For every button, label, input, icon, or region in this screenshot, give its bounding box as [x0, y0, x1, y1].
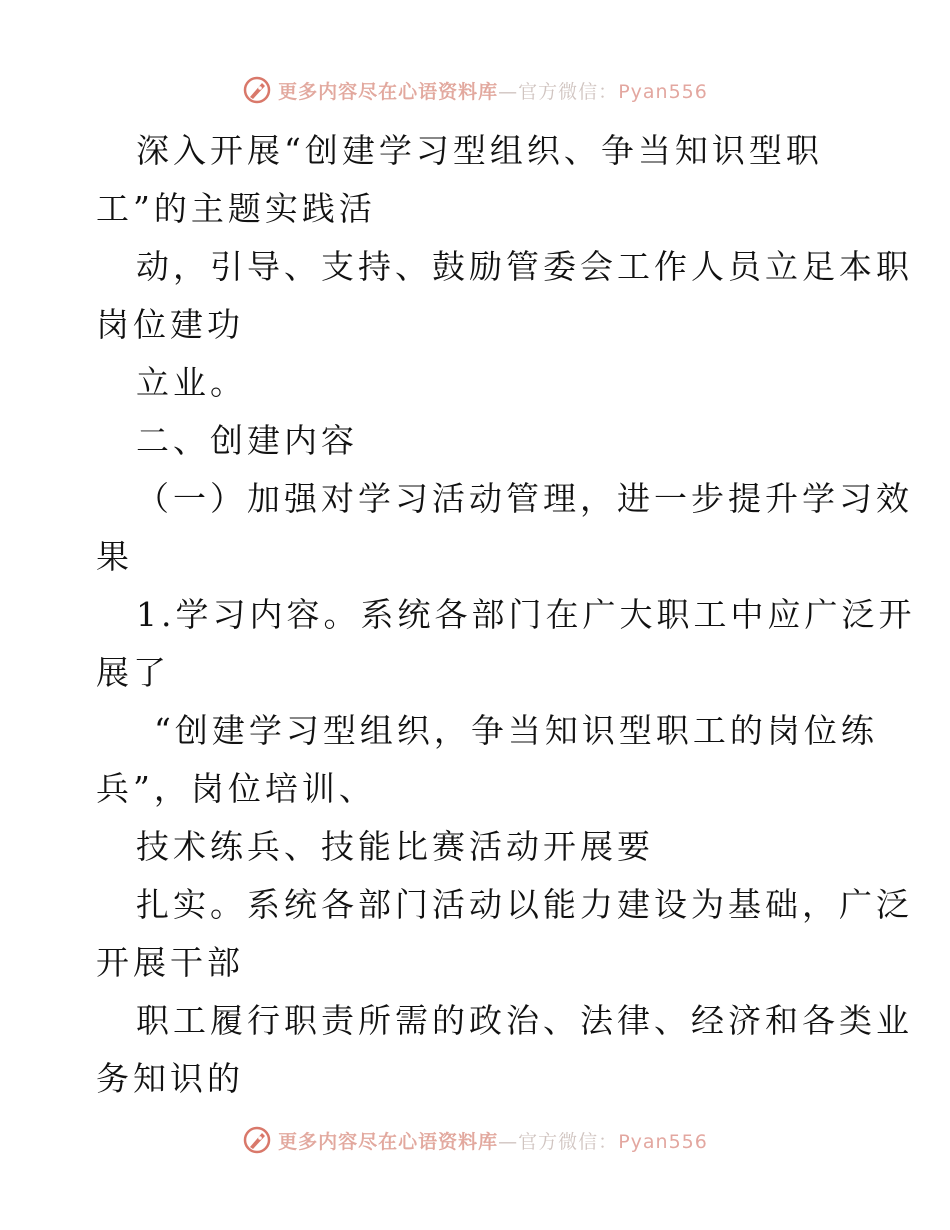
- watermark-wechat-id: Pyan556: [618, 80, 708, 103]
- paragraph-line: 技术练兵、技能比赛活动开展要: [136, 827, 654, 866]
- paragraph-line: 动，引导、支持、鼓励管委会工作人员立足本职: [136, 247, 913, 286]
- paragraph-line: 扎实。系统各部门活动以能力建设为基础，广泛: [136, 885, 913, 924]
- section-heading: 二、创建内容: [136, 421, 358, 460]
- watermark-text: [278, 1127, 708, 1154]
- subsection-heading: （一）加强对学习活动管理，进一步提升学习效: [136, 479, 913, 518]
- paragraph-line: 兵”，岗位培训、: [96, 769, 376, 808]
- paragraph-line: 岗位建功: [96, 305, 244, 344]
- paragraph-line: 1.学习内容。系统各部门在广大职工中应广泛开: [136, 595, 916, 634]
- paragraph-line: 务知识的: [96, 1059, 244, 1098]
- header-watermark: [0, 70, 950, 110]
- paragraph-line: 展了: [96, 653, 170, 692]
- subsection-heading-cont: 果: [96, 537, 133, 576]
- paragraph-line: 开展干部: [96, 943, 244, 982]
- paragraph-line: 立业。: [136, 363, 247, 402]
- paragraph-line: 深入开展“创建学习型组织、争当知识型职: [136, 131, 823, 170]
- watermark-text: [278, 77, 708, 104]
- watermark-site-name: 更多内容尽在心语资料库: [278, 80, 499, 103]
- watermark-site-name: 更多内容尽在心语资料库: [278, 1130, 499, 1153]
- document-body: [96, 122, 916, 1108]
- pen-nib-logo-icon: [242, 1125, 272, 1155]
- footer-watermark: [0, 1120, 950, 1160]
- watermark-wechat-id: Pyan556: [618, 1130, 708, 1153]
- paragraph-line: “创建学习型组织，争当知识型职工的岗位练: [154, 711, 878, 750]
- watermark-wechat-label: —官方微信：: [498, 80, 619, 103]
- paragraph-line: 职工履行职责所需的政治、法律、经济和各类业: [136, 1001, 913, 1040]
- pen-nib-logo-icon: [242, 75, 272, 105]
- watermark-wechat-label: —官方微信：: [498, 1130, 619, 1153]
- paragraph-line: 工”的主题实践活: [96, 189, 376, 228]
